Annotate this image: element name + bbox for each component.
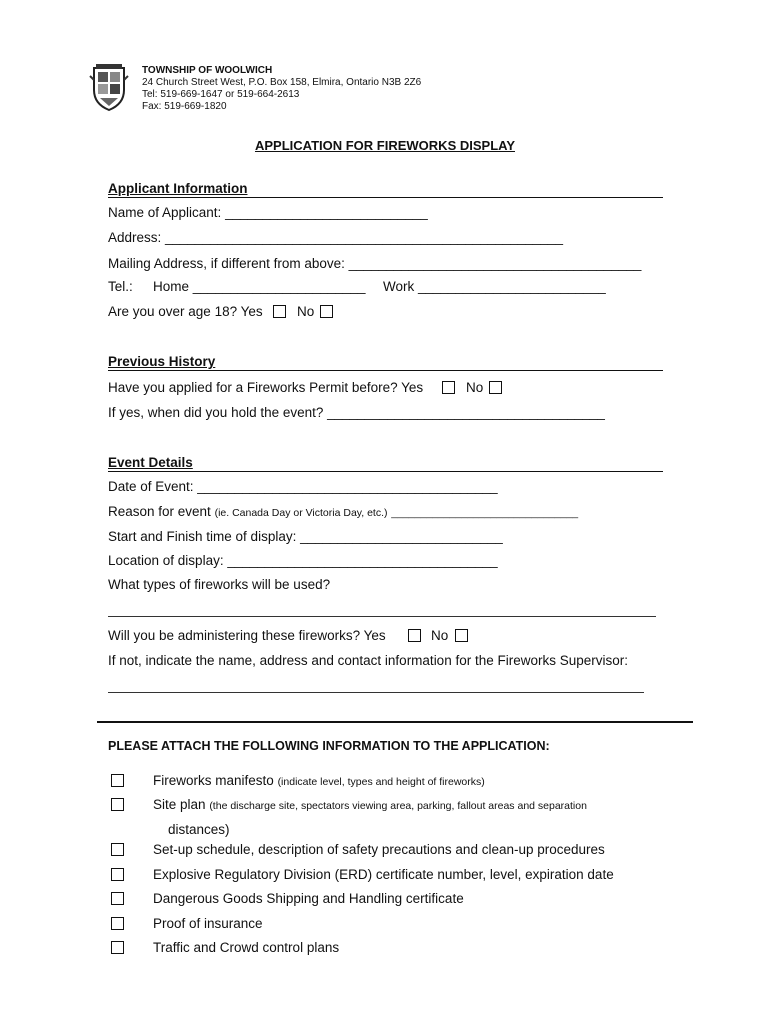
mailing-address-field[interactable]: Mailing Address, if different from above: _______________________________________ (108, 256, 642, 271)
supervisor-answer-line[interactable] (108, 692, 644, 693)
event-reason-field[interactable]: Reason for event (ie. Canada Day or Victoria Day, etc.) ________________________________ (108, 504, 579, 519)
administer-no-label: No (431, 628, 449, 643)
attach-checkbox-site-plan[interactable] (111, 798, 124, 811)
attach-checkbox-insurance[interactable] (111, 917, 124, 930)
applicant-name-field[interactable]: Name of Applicant: ___________________________ (108, 205, 428, 220)
age-no-label: No (297, 304, 315, 319)
attach-item-site-plan-cont: distances) (168, 822, 230, 837)
display-location-field[interactable]: Location of display: ____________________________________ (108, 553, 498, 568)
page-title: APPLICATION FOR FIREWORKS DISPLAY (254, 138, 515, 153)
section-event-heading: Event Details (108, 454, 663, 472)
fireworks-types-answer-line[interactable] (108, 616, 656, 617)
age-yes-checkbox[interactable] (273, 305, 286, 318)
attach-item-manifesto: Fireworks manifesto (indicate level, types and height of fireworks) (153, 773, 485, 788)
display-time-field[interactable]: Start and Finish time of display: ___________________________ (108, 529, 503, 544)
tel-home-field[interactable]: Home _______________________ (153, 279, 366, 294)
section-applicant-heading: Applicant Information (108, 180, 663, 198)
attachments-heading: PLEASE ATTACH THE FOLLOWING INFORMATION TO THE APPLICATION: (108, 739, 550, 753)
attach-checkbox-erd-certificate[interactable] (111, 868, 124, 881)
administer-question: Will you be administering these fireworks? Yes (108, 628, 386, 643)
township-crest-icon (88, 62, 130, 112)
org-name: TOWNSHIP OF WOOLWICH (142, 65, 273, 76)
applicant-address-field[interactable]: Address: _____________________________________________________ (108, 230, 563, 245)
section-divider (97, 721, 693, 723)
age-question: Are you over age 18? Yes (108, 304, 263, 319)
applied-no-checkbox[interactable] (489, 381, 502, 394)
previous-event-field[interactable]: If yes, when did you hold the event? _____________________________________ (108, 405, 605, 420)
tel-label: Tel.: (108, 279, 133, 294)
org-tel: Tel: 519-669-1647 or 519-664-2613 (142, 89, 300, 100)
attach-checkbox-dangerous-goods[interactable] (111, 892, 124, 905)
attach-item-dangerous-goods: Dangerous Goods Shipping and Handling certificate (153, 891, 464, 906)
administer-yes-checkbox[interactable] (408, 629, 421, 642)
attach-item-traffic-plans: Traffic and Crowd control plans (153, 940, 340, 955)
administer-no-checkbox[interactable] (455, 629, 468, 642)
supervisor-question: If not, indicate the name, address and contact information for the Fireworks Supervisor: (108, 653, 629, 668)
applied-yes-checkbox[interactable] (442, 381, 455, 394)
attach-checkbox-setup-schedule[interactable] (111, 843, 124, 856)
org-address: 24 Church Street West, P.O. Box 158, Elmira, Ontario N3B 2Z6 (142, 77, 422, 88)
attach-checkbox-traffic-plans[interactable] (111, 941, 124, 954)
fireworks-types-question: What types of fireworks will be used? (108, 577, 331, 592)
section-history-heading: Previous History (108, 353, 663, 371)
applied-question: Have you applied for a Fireworks Permit before? Yes (108, 380, 424, 395)
event-date-field[interactable]: Date of Event: ________________________________________ (108, 479, 498, 494)
attach-checkbox-manifesto[interactable] (111, 774, 124, 787)
attach-item-erd-certificate: Explosive Regulatory Division (ERD) certificate number, level, expiration date (153, 867, 614, 882)
tel-work-field[interactable]: Work _________________________ (383, 279, 606, 294)
applied-no-label: No (466, 380, 484, 395)
org-fax: Fax: 519-669-1820 (142, 101, 227, 112)
attach-item-setup-schedule: Set-up schedule, description of safety precautions and clean-up procedures (153, 842, 605, 857)
attach-item-insurance: Proof of insurance (153, 916, 263, 931)
age-no-checkbox[interactable] (320, 305, 333, 318)
attach-item-site-plan: Site plan (the discharge site, spectators viewing area, parking, fallout areas and separation (153, 797, 587, 812)
